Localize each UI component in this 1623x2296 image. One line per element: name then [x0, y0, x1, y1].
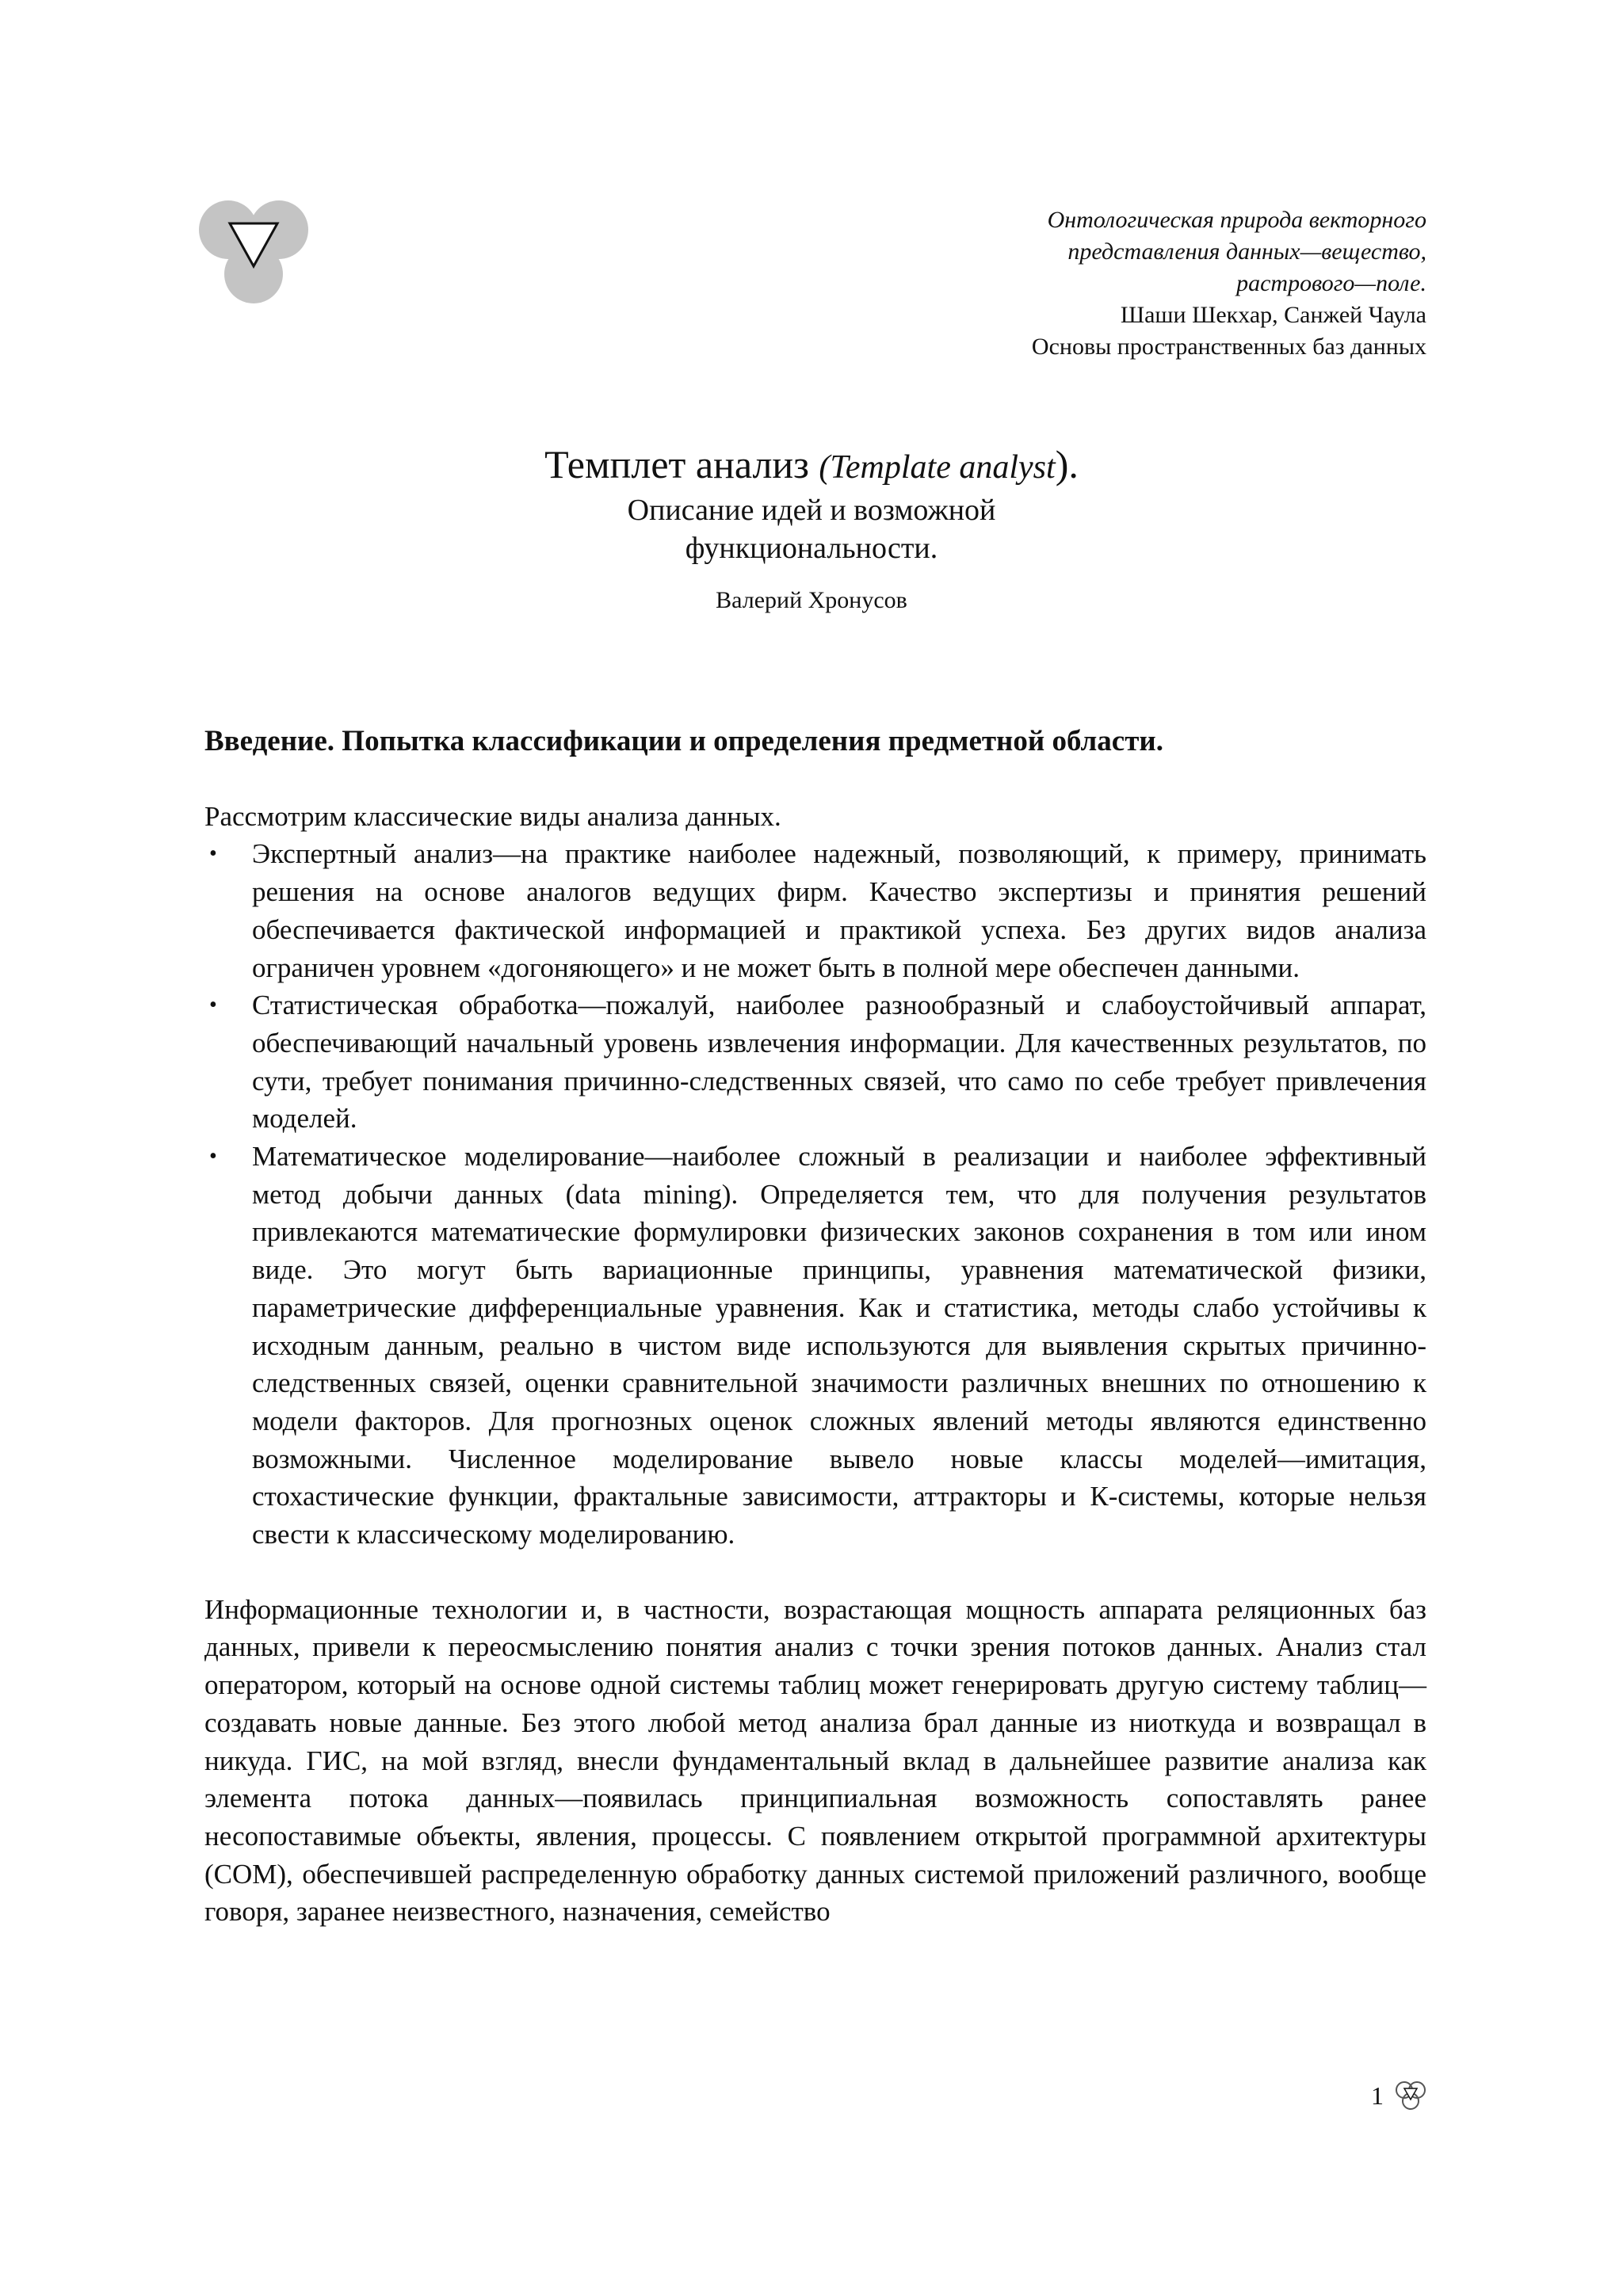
intro-text: Рассмотрим классические виды анализа данных.	[204, 800, 781, 832]
author-name: Валерий Хронусов	[716, 587, 907, 613]
logo-icon	[197, 196, 311, 306]
subtitle-line: функциональности.	[685, 532, 938, 565]
title-main-text: Темплет анализ	[544, 442, 819, 486]
body-paragraph: Информационные технологии и, в частности, возрастающая мощность аппарата реляционных баз данных, привели к переосмыслению понятия анализ с точки зрения потоков данных. Анализ стал оператором, который на основе одной системы таблиц может генерировать другую систему таблиц—создавать новые данные. Без этого любой метод анализа брал данные из ниоткуда и возвращал в никуда. ГИС, на мой взгляд, внесли фундаментальный вклад в дальнейшее развитие анализа как элемента потока данных—появилась принципиальная возможность сопоставлять ранее несопоставимые объекты, явления, процессы. С появлением открытой программной архитектуры (COM), обеспечившей распределенную обработку данных системой приложений различного, вообще говоря, заранее неизвестного, назначения, семейство	[204, 1593, 1426, 1928]
footer-logo-icon	[1395, 2081, 1426, 2111]
list-item	[204, 986, 1426, 1138]
epigraph	[872, 204, 1426, 363]
title-block	[0, 441, 1623, 616]
page-number: 1	[1371, 2081, 1384, 2110]
page-footer	[1371, 2081, 1426, 2111]
bullet-icon: •	[209, 993, 217, 1018]
epigraph-quote-line: Онтологическая природа векторного	[1047, 207, 1426, 233]
section-heading: Введение. Попытка классификации и определения предметной области.	[204, 725, 1163, 757]
subtitle-line: Описание идей и возможной	[627, 494, 996, 527]
list-item	[204, 835, 1426, 986]
list-item-text: Экспертный анализ—на практике наиболее надежный, позволяющий, к примеру, принимать решения на основе аналогов ведущих фирм. Качество экспертизы и принятия решений обеспечивается фактической информацией и практикой успеха. Без других видов анализа ограничен уровнем «догоняющего» и не может быть в полной мере обеспечен данными.	[252, 838, 1426, 983]
main-content	[204, 723, 1426, 1931]
bullet-icon: •	[209, 1144, 217, 1169]
title-closing: ).	[1055, 442, 1079, 486]
epigraph-authors: Шаши Шекхар, Санжей Чаула	[1120, 302, 1426, 328]
bullet-icon: •	[209, 841, 217, 867]
epigraph-book: Основы пространственных баз данных	[1031, 334, 1426, 360]
list-item-text: Статистическая обработка—пожалуй, наиболее разнообразный и слабоустойчивый аппарат, обеспечивающий начальный уровень извлечения информации. Для качественных результатов, по сути, требует понимания причинно-следственных связей, что само по себе требует привлечения моделей.	[252, 990, 1426, 1135]
epigraph-quote-line: растрового—поле.	[1236, 270, 1426, 296]
list-item-text: Математическое моделирование—наиболее сложный в реализации и наиболее эффективный метод добычи данных (data mining). Определяется тем, что для получения результатов привлекаются математические формулировки физических законов сохранения в том или ином виде. Это могут быть вариационные принципы, уравнения математической физики, параметрические дифференциальные уравнения. Как и статистика, методы слабо устойчивы к исходным данным, реально в чистом виде используются для выявления скрытых причинно-следственных связей, оценки сравнительной значимости различных внешних по отношению к модели факторов. Для прогнозных оценок сложных явлений методы являются единственно возможными. Численное моделирование вывело новые классы моделей—имитация, стохастические функции, фрактальные зависимости, аттракторы и К-системы, которые нельзя свести к классическому моделированию.	[252, 1141, 1426, 1550]
list-item	[204, 1138, 1426, 1554]
document-title	[0, 441, 1623, 491]
bullet-list	[204, 835, 1426, 1553]
title-english: (Template analyst	[819, 449, 1056, 486]
epigraph-quote-line: представления данных—вещество,	[1067, 238, 1426, 265]
